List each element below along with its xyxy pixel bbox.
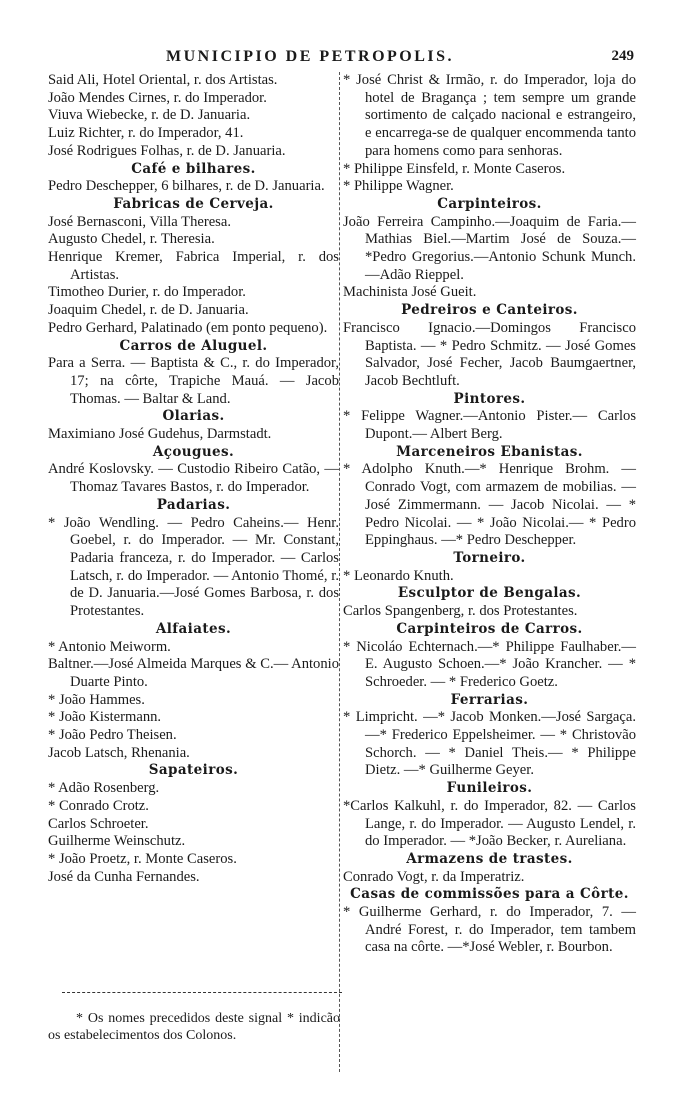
directory-entry: Jacob Latsch, Rhenania. — [48, 744, 190, 761]
directory-entry: * Guilherme Gerhard, r. do Imperador, 7. — André Forest, r. do Imperador, tem tambem casa na côrte. —*José Webler, r. Bourbon. — [343, 904, 636, 956]
directory-entry: * Philippe Wagner. — [343, 178, 454, 195]
directory-entry: Guilherme Weinschutz. — [48, 833, 186, 850]
section-heading: Armazens de trastes. — [406, 850, 573, 867]
page-number: 249 — [611, 48, 634, 64]
directory-entry: * João Kistermann. — [48, 709, 162, 726]
section-heading: Carpinteiros de Carros. — [396, 620, 583, 637]
section-heading: Padarias. — [156, 496, 231, 513]
section-heading: Carpinteiros. — [437, 195, 542, 212]
left-column — [48, 72, 339, 886]
directory-entry: Carlos Spangenberg, r. dos Protestantes. — [343, 603, 578, 620]
section-heading: Fabricas de Cerveja. — [113, 195, 274, 212]
directory-entry: * Leonardo Knuth. — [343, 567, 454, 584]
directory-entry: Henrique Kremer, Fabrica Imperial, r. dos Artistas. — [48, 249, 339, 283]
section-heading: Pintores. — [453, 390, 526, 407]
directory-entry: Maximiano José Gudehus, Darmstadt. — [48, 426, 272, 443]
directory-entry: Timotheo Durier, r. do Imperador. — [48, 284, 246, 301]
directory-entry: José Rodrigues Folhas, r. de D. Januaria. — [48, 142, 286, 159]
directory-entry: * Felippe Wagner.—Antonio Pister.— Carlos Dupont.— Albert Berg. — [343, 408, 636, 443]
directory-entry: * Antonio Meiworm. — [48, 638, 171, 655]
directory-entry: Baltner.—José Almeida Marques & C.— Antonio Duarte Pinto. — [48, 656, 339, 690]
directory-entry: Para a Serra. — Baptista & C., r. do Imperador, 17; na côrte, Trapiche Mauá. — Jacob Thomas. — Baltar & Land. — [48, 355, 339, 407]
directory-entry: Joaquim Chedel, r. de D. Januaria. — [48, 302, 249, 319]
column-divider — [339, 72, 340, 1072]
directory-entry: * João Proetz, r. Monte Caseros. — [48, 850, 237, 867]
directory-entry: * Philippe Einsfeld, r. Monte Caseros. — [343, 160, 566, 177]
directory-entry: João Mendes Cirnes, r. do Imperador. — [48, 89, 267, 106]
section-heading: Funileiros. — [446, 780, 533, 797]
footnote: * Os nomes precedidos deste signal * indicão os estabelecimentos dos Colonos. — [48, 1011, 340, 1043]
directory-entry: Augusto Chedel, r. Theresia. — [48, 231, 215, 248]
directory-entry: José da Cunha Fernandes. — [48, 868, 200, 885]
directory-entry: *Carlos Kalkuhl, r. do Imperador, 82. — Carlos Lange, r. do Imperador. — Augusto Lendel, r. do Imperador. — *João Becker, r. Aureliana. — [343, 797, 636, 850]
page-header — [48, 48, 638, 68]
section-heading: Ferrarias. — [450, 691, 529, 708]
section-heading: Pedreiros e Canteiros. — [401, 302, 578, 319]
directory-entry: Viuva Wiebecke, r. de D. Januaria. — [48, 107, 251, 124]
directory-entry: João Ferreira Campinho.—Joaquim de Faria.—Mathias Biel.—Martim José de Souza.—*Pedro Gregorius.—Antonio Schunk Munch.—Adão Rieppel. — [343, 213, 636, 283]
directory-entry: José Bernasconi, Villa Theresa. — [48, 213, 231, 230]
directory-entry: * Adolpho Knuth.—* Henrique Brohm. —Conrado Vogt, com armazem de mobilias. — José Zimmermann. — Jacob Nicolai. — * Pedro Nicolai. — * João Nicolai.— * Pedro Eppinghaus. —* Pedro Deschepper. — [343, 461, 636, 549]
directory-entry: * João Hammes. — [48, 691, 145, 708]
directory-entry: Said Ali, Hotel Oriental, r. dos Artistas. — [48, 72, 278, 88]
directory-entry: * Limpricht. —* Jacob Monken.—José Sargaça. —* Frederico Eppelsheimer. — * Christovão Schorch. — * Daniel Theis.— * Philippe Dietz. —* Guilherme Geyer. — [343, 709, 636, 779]
section-heading: Esculptor de Bengalas. — [397, 585, 582, 602]
directory-entry: * João Wendling. — Pedro Caheins.— Henr. Goebel, r. do Imperador. — Mr. Constant, Padaria franceza, r. do Imperador. — Carlos Latsch, r. do Imperador. — Antonio Thomé, r. de D. Januaria.—José Gomes Barbosa, r. dos Protestantes. — [48, 514, 339, 620]
directory-entry: Carlos Schroeter. — [48, 815, 149, 832]
directory-entry: Machinista José Gueit. — [343, 284, 477, 301]
section-heading: Café e bilhares. — [131, 160, 256, 177]
section-heading: Sapateiros. — [148, 762, 239, 779]
directory-entry: * José Christ & Irmão, r. do Imperador, loja do hotel de Bragança ; tem sempre um grande sortimento de calçado nacional e estrangeiro, e encarrega-se de qualquer encommenda tanto para homens como para senhoras. — [343, 72, 636, 159]
directory-entry: * João Pedro Theisen. — [48, 727, 177, 744]
section-heading: Alfaiates. — [155, 620, 232, 637]
directory-entry: André Koslovsky. — Custodio Ribeiro Catão, — Thomaz Tavares Bastos, r. do Imperador. — [48, 461, 339, 496]
section-heading: Marceneiros Ebanistas. — [396, 443, 583, 460]
section-heading: Açougues. — [152, 443, 235, 460]
section-heading: Carros de Aluguel. — [119, 337, 268, 354]
directory-entry: * Adão Rosenberg. — [48, 780, 160, 797]
directory-entry: Pedro Deschepper, 6 bilhares, r. de D. Januaria. — [48, 178, 325, 195]
footnote-rule — [62, 992, 342, 993]
section-heading: Torneiro. — [453, 549, 526, 566]
running-title: MUNICIPIO DE PETROPOLIS. — [166, 48, 455, 65]
directory-entry: * Conrado Crotz. — [48, 797, 149, 814]
directory-entry: Francisco Ignacio.—Domingos Francisco Baptista. — * Pedro Schmitz. — José Gomes Salvador, José Fecher, Jacob Baumgaertner, Jacob Bechtluft. — [343, 319, 636, 389]
section-heading: Casas de commissões para a Côrte. — [350, 886, 629, 903]
section-heading: Olarias. — [162, 408, 225, 425]
directory-entry: * Nicoláo Echternach.—* Philippe Faulhaber.— E. Augusto Schoen.—* João Krancher. — * Schroeder. — * Frederico Goetz. — [343, 638, 636, 690]
right-column — [343, 72, 636, 957]
directory-entry: Conrado Vogt, r. da Imperatriz. — [343, 868, 525, 885]
directory-entry: Luiz Richter, r. do Imperador, 41. — [48, 125, 244, 142]
directory-entry: Pedro Gerhard, Palatinado (em ponto pequeno). — [48, 319, 328, 336]
